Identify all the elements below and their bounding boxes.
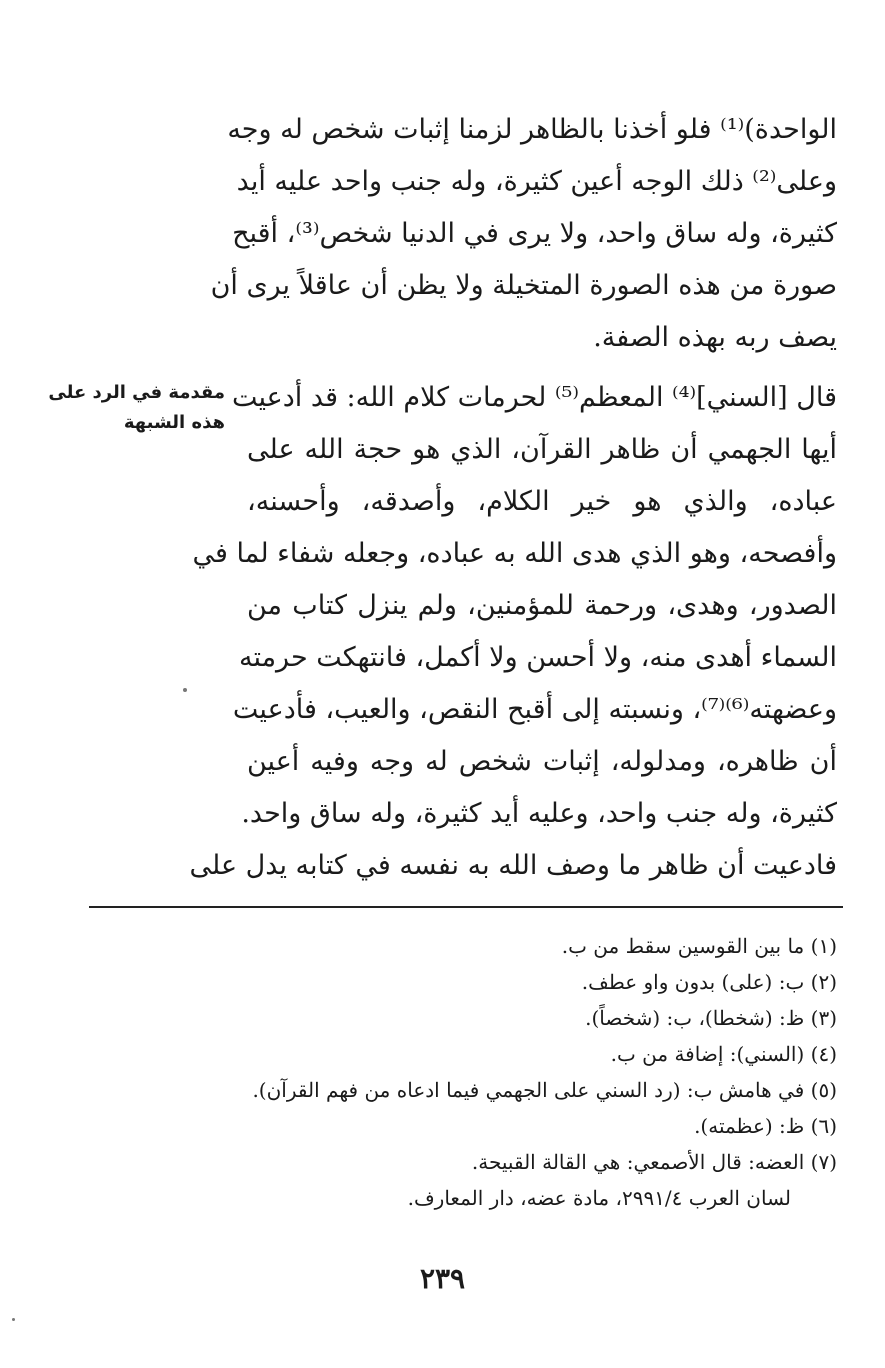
footnote-item: (٥) في هامش ب: (رد السني على الجهمي فيما ادعاه من فهم القرآن). [252,1078,837,1102]
text-line: الواحدة)⁽¹⁾ فلو أخذنا بالظاهر لزمنا إثبات شخص له وجه [227,114,837,145]
margin-note-line: مقدمة في الرد على [48,382,225,403]
footnote-separator [89,906,843,908]
footnote-item: (١) ما بين القوسين سقط من ب. [561,934,837,958]
margin-note [48,378,225,438]
paper-speck [12,1318,15,1321]
footnote-item: (٧) العضه: قال الأصمعي: هي القالة القبيحة. [471,1150,837,1174]
page-number: ٢٣٩ [419,1262,466,1295]
text-line: كثيرة، وله جنب واحد، وعليه أيد كثيرة، وله ساق واحد. [241,798,837,829]
text-line: وعلى⁽²⁾ ذلك الوجه أعين كثيرة، وله جنب واحد عليه أيد [236,166,837,197]
text-line: كثيرة، وله ساق واحد، ولا يرى في الدنيا شخص⁽³⁾، أقبح [232,218,837,249]
text-line: يصف ربه بهذه الصفة. [593,322,837,353]
text-line: أيها الجهمي أن ظاهر القرآن، الذي هو حجة الله على [247,434,837,465]
margin-note-line: هذه الشبهة [123,412,225,433]
body-paragraph-2 [189,372,837,892]
text-line: صورة من هذه الصورة المتخيلة ولا يظن أن عاقلاً يرى أن [210,270,837,301]
text-line: أن ظاهره، ومدلوله، إثبات شخص له وجه وفيه أعين [247,746,837,777]
paper-speck [183,688,187,692]
footnote-item: (٦) ظ: (عظمته). [694,1114,837,1138]
footnote-item: (٢) ب: (على) بدون واو عطف. [581,970,837,994]
text-line: فادعيت أن ظاهر ما وصف الله به نفسه في كتابه يدل على [189,850,837,881]
footnote-continuation: لسان العرب ٢٩٩١/٤، مادة عضه، دار المعارف. [407,1186,791,1210]
body-paragraph-1 [210,104,837,364]
footnote-item: (٤) (السني): إضافة من ب. [610,1042,837,1066]
footnotes [117,928,837,1216]
text-line: الصدور، وهدى، ورحمة للمؤمنين، ولم ينزل كتاب من [247,590,837,621]
text-line: وأفصحه، وهو الذي هدى الله به عباده، وجعله شفاء لما في [192,538,837,569]
text-line: قال [السني]⁽⁴⁾ المعظم⁽⁵⁾ لحرمات كلام الله: قد أدعيت [232,382,837,413]
text-line: وعضهته⁽⁶⁾⁽⁷⁾، ونسبته إلى أقبح النقص، والعيب، فأدعيت [232,694,837,725]
footnote-item: (٣) ظ: (شخطا)، ب: (شخصاً). [585,1006,837,1030]
text-line: السماء أهدى منه، ولا أحسن ولا أكمل، فانتهكت حرمته [238,642,837,673]
text-line: عباده، والذي هو خير الكلام، وأصدقه، وأحسنه، [247,486,837,517]
